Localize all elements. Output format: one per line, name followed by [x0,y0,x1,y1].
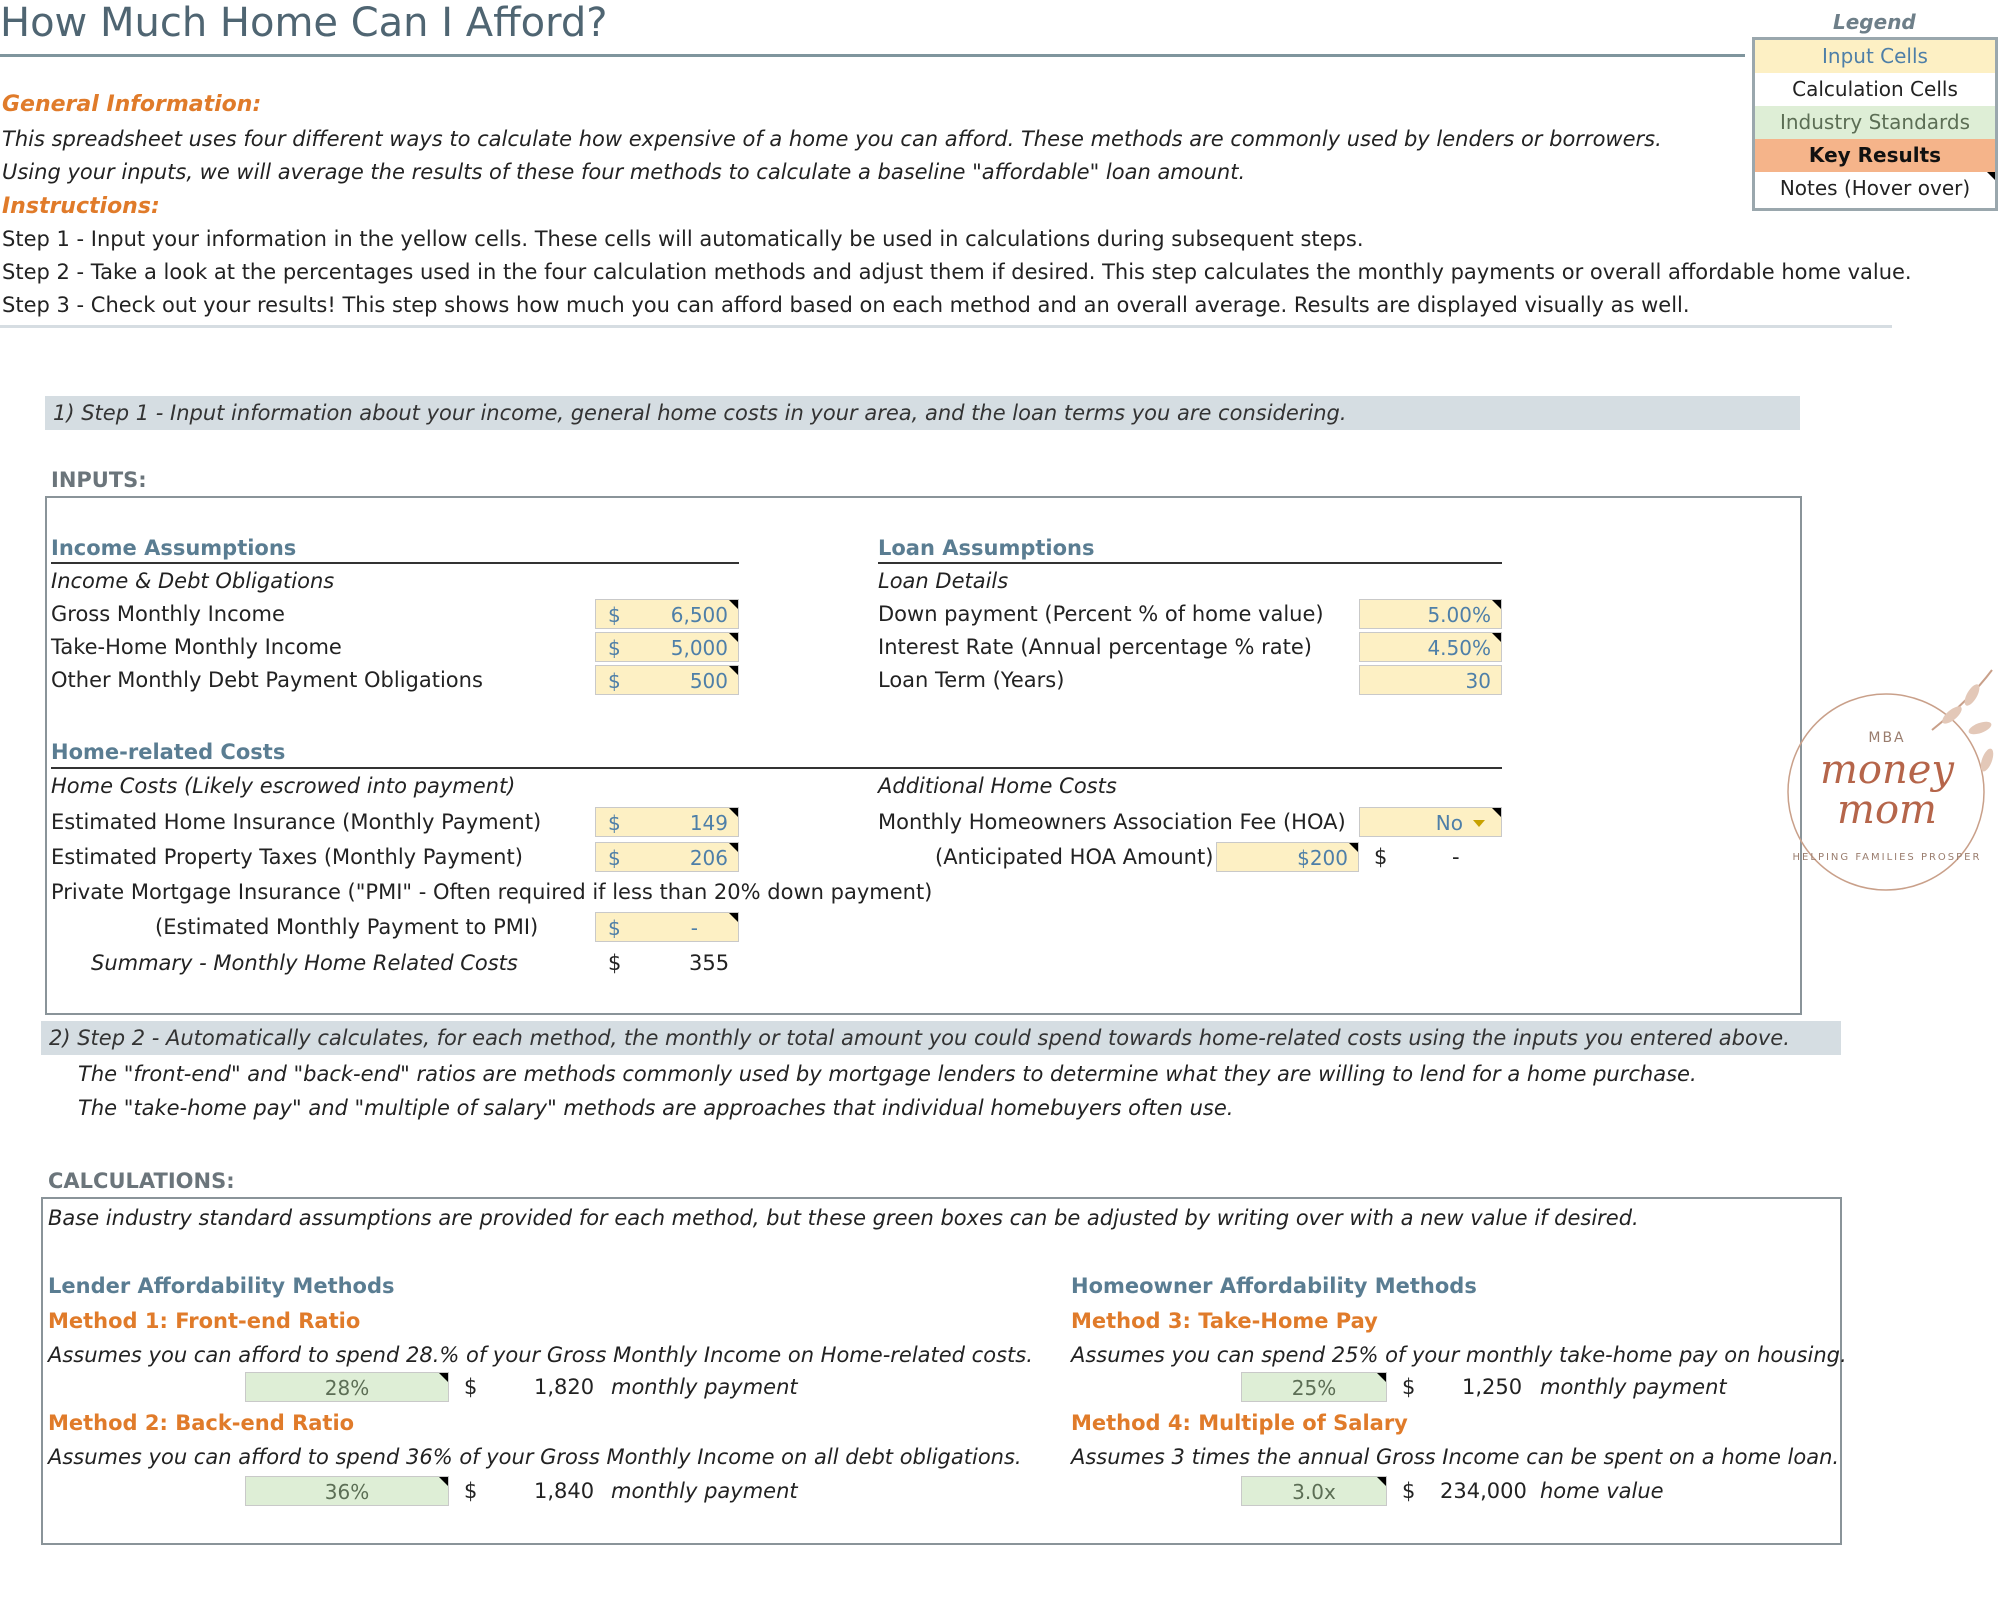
hoa-selected-value: No [1435,811,1463,835]
summary-currency: $ [608,951,622,975]
branch-icon [1932,670,1992,730]
method-3-currency: $ [1402,1375,1416,1399]
legend-notes-label: Notes (Hover over) [1779,176,1971,200]
currency-symbol: $ [608,669,621,693]
down-payment-input[interactable] [1359,599,1502,629]
lender-methods-heading: Lender Affordability Methods [48,1274,395,1298]
take-home-income-value: 5,000 [670,636,728,660]
section-divider [0,325,1892,328]
step-1-banner: 1) Step 1 - Input information about your income, general home costs in your area, and the loan terms you are considering. [45,396,1800,430]
gross-income-input[interactable] [595,599,739,629]
method-2-description: Assumes you can afford to spend 36% of your Gross Monthly Income on all debt obligations. [48,1445,1022,1469]
legend-calculation-cells: Calculation Cells [1755,73,1995,106]
hoa-label: Monthly Homeowners Association Fee (HOA) [878,810,1346,834]
loan-term-label: Loan Term (Years) [878,668,1065,692]
legend-notes[interactable] [1755,172,1995,205]
general-info-line-1: This spreadsheet uses four different ways to calculate how expensive of a home you can afford. These methods are commonly used by lenders or borrowers. [2,127,1662,151]
note-indicator-icon[interactable] [1492,633,1501,642]
loan-heading-rule [878,562,1502,564]
method-3-percent-value: 25% [1291,1376,1337,1400]
general-info-heading: General Information: [2,92,262,117]
currency-symbol: $ [608,811,621,835]
homeowner-methods-heading: Homeowner Affordability Methods [1071,1274,1477,1298]
currency-symbol: $ [608,603,621,627]
method-4-unit: home value [1540,1479,1664,1503]
method-3-amount: 1,250 [1462,1375,1523,1399]
note-indicator-icon[interactable] [729,600,738,609]
home-insurance-input[interactable] [595,807,739,837]
method-1-unit: monthly payment [611,1375,798,1399]
note-indicator-icon[interactable] [1987,172,1995,180]
instructions-heading: Instructions: [2,194,160,219]
note-indicator-icon[interactable] [1377,1477,1386,1486]
hoa-select[interactable] [1359,807,1502,837]
legend-industry-standards: Industry Standards [1755,106,1995,139]
chevron-down-icon[interactable] [1473,820,1485,827]
home-insurance-value: 149 [689,811,728,835]
hoa-amount-value: $200 [1297,846,1348,870]
method-2-percent-value: 36% [324,1480,370,1504]
down-payment-label: Down payment (Percent % of home value) [878,602,1324,626]
method-4-multiple-input[interactable] [1241,1476,1387,1506]
hoa-calc-currency: $ [1374,845,1388,869]
note-indicator-icon[interactable] [729,913,738,922]
note-indicator-icon[interactable] [729,808,738,817]
hoa-amount-label: (Anticipated HOA Amount) [935,845,1214,869]
income-assumptions-heading: Income Assumptions [51,536,297,560]
debt-obligations-label: Other Monthly Debt Payment Obligations [51,668,483,692]
method-1-title: Method 1: Front-end Ratio [48,1309,361,1333]
inputs-label: INPUTS: [51,468,147,492]
note-indicator-icon[interactable] [439,1373,448,1382]
leaf-icon [1940,703,1965,726]
summary-home-costs-label: Summary - Monthly Home Related Costs [91,951,518,975]
income-heading-rule [51,562,739,564]
method-3-unit: monthly payment [1540,1375,1727,1399]
money-mom-logo [1782,660,2000,900]
additional-costs-subheading: Additional Home Costs [878,774,1117,798]
income-subheading: Income & Debt Obligations [51,569,335,593]
property-taxes-input[interactable] [595,842,739,872]
legend-input-cells: Input Cells [1755,40,1995,73]
down-payment-value: 5.00% [1427,603,1491,627]
property-taxes-value: 206 [689,846,728,870]
pmi-label: Private Mortgage Insurance ("PMI" - Often required if less than 20% down payment) [51,880,933,904]
method-2-unit: monthly payment [611,1479,798,1503]
note-indicator-icon[interactable] [729,843,738,852]
note-indicator-icon[interactable] [1492,808,1501,817]
hoa-calc-value: - [1452,845,1460,869]
pmi-input[interactable] [595,912,739,942]
currency-symbol: $ [608,916,621,940]
hoa-amount-input[interactable] [1216,842,1359,872]
note-indicator-icon[interactable] [1492,600,1501,609]
pmi-value: - [690,916,698,940]
interest-rate-label: Interest Rate (Annual percentage % rate) [878,635,1312,659]
logo-line-1: money [1819,747,1955,793]
interest-rate-value: 4.50% [1427,636,1491,660]
method-1-percent-input[interactable] [245,1372,449,1402]
note-indicator-icon[interactable] [1377,1373,1386,1382]
step-2-note-1: The "front-end" and "back-end" ratios are methods commonly used by mortgage lenders to determine what they are willing to lend for a home purchase. [78,1062,1697,1086]
note-indicator-icon[interactable] [439,1477,448,1486]
method-2-currency: $ [464,1479,478,1503]
method-2-amount: 1,840 [534,1479,595,1503]
calculations-intro: Base industry standard assumptions are provided for each method, but these green boxes can be adjusted by writing over with a new value if desired. [48,1206,1639,1230]
note-indicator-icon[interactable] [1349,843,1358,852]
method-2-percent-input[interactable] [245,1476,449,1506]
note-indicator-icon[interactable] [729,666,738,675]
instructions-step-3: Step 3 - Check out your results! This step shows how much you can afford based on each method and an overall average. Results are displayed visually as well. [2,293,1690,317]
legend [1752,37,1998,211]
legend-title: Legend [1833,10,1916,34]
interest-rate-input[interactable] [1359,632,1502,662]
method-4-currency: $ [1402,1479,1416,1503]
property-taxes-label: Estimated Property Taxes (Monthly Payment) [51,845,523,869]
debt-obligations-value: 500 [689,669,728,693]
take-home-income-input[interactable] [595,632,739,662]
method-3-description: Assumes you can spend 25% of your monthly take-home pay on housing. [1071,1343,1847,1367]
method-1-currency: $ [464,1375,478,1399]
logo-top-text: MBA [1868,730,1906,746]
method-4-multiple-value: 3.0x [1292,1480,1336,1504]
method-2-title: Method 2: Back-end Ratio [48,1411,355,1435]
home-costs-subheading: Home Costs (Likely escrowed into payment) [51,774,516,798]
title-divider [0,54,1745,57]
page-title: How Much Home Can I Afford? [0,0,608,46]
logo-line-2: mom [1837,787,1937,833]
instructions-step-2: Step 2 - Take a look at the percentages used in the four calculation methods and adjust them if desired. This step calculates the monthly payments or overall affordable home value. [2,260,1912,284]
loan-term-input[interactable] [1359,665,1502,695]
pmi-sub-label: (Estimated Monthly Payment to PMI) [155,915,539,939]
method-4-title: Method 4: Multiple of Salary [1071,1411,1408,1435]
currency-symbol: $ [608,636,621,660]
step-2-banner: 2) Step 2 - Automatically calculates, for each method, the monthly or total amount you could spend towards home-related costs using the inputs you entered above. [41,1021,1841,1055]
method-4-description: Assumes 3 times the annual Gross Income can be spent on a home loan. [1071,1445,1840,1469]
summary-home-costs-value: 355 [689,951,730,975]
general-info-line-2: Using your inputs, we will average the results of these four methods to calculate a baseline "affordable" loan amount. [2,160,1246,184]
method-4-amount: 234,000 [1440,1479,1527,1503]
method-1-amount: 1,820 [534,1375,595,1399]
method-1-percent-value: 28% [324,1376,370,1400]
logo-tagline: HELPING FAMILIES PROSPER [1792,852,1982,863]
loan-subheading: Loan Details [878,569,1009,593]
calculations-label: CALCULATIONS: [48,1169,235,1193]
method-3-percent-input[interactable] [1241,1372,1387,1402]
legend-key-results: Key Results [1755,139,1995,172]
step-2-note-2: The "take-home pay" and "multiple of salary" methods are approaches that individual homebuyers often use. [78,1096,1234,1120]
note-indicator-icon[interactable] [729,633,738,642]
debt-obligations-input[interactable] [595,665,739,695]
currency-symbol: $ [608,846,621,870]
gross-income-label: Gross Monthly Income [51,602,285,626]
method-1-description: Assumes you can afford to spend 28.% of your Gross Monthly Income on Home-related costs. [48,1343,1033,1367]
home-costs-heading: Home-related Costs [51,740,286,764]
loan-term-value: 30 [1465,669,1491,693]
method-3-title: Method 3: Take-Home Pay [1071,1309,1378,1333]
loan-assumptions-heading: Loan Assumptions [878,536,1095,560]
home-insurance-label: Estimated Home Insurance (Monthly Payment) [51,810,542,834]
instructions-step-1: Step 1 - Input your information in the yellow cells. These cells will automatically be used in calculations during subsequent steps. [2,227,1364,251]
gross-income-value: 6,500 [670,603,728,627]
home-costs-rule [51,767,1502,769]
take-home-income-label: Take-Home Monthly Income [51,635,342,659]
